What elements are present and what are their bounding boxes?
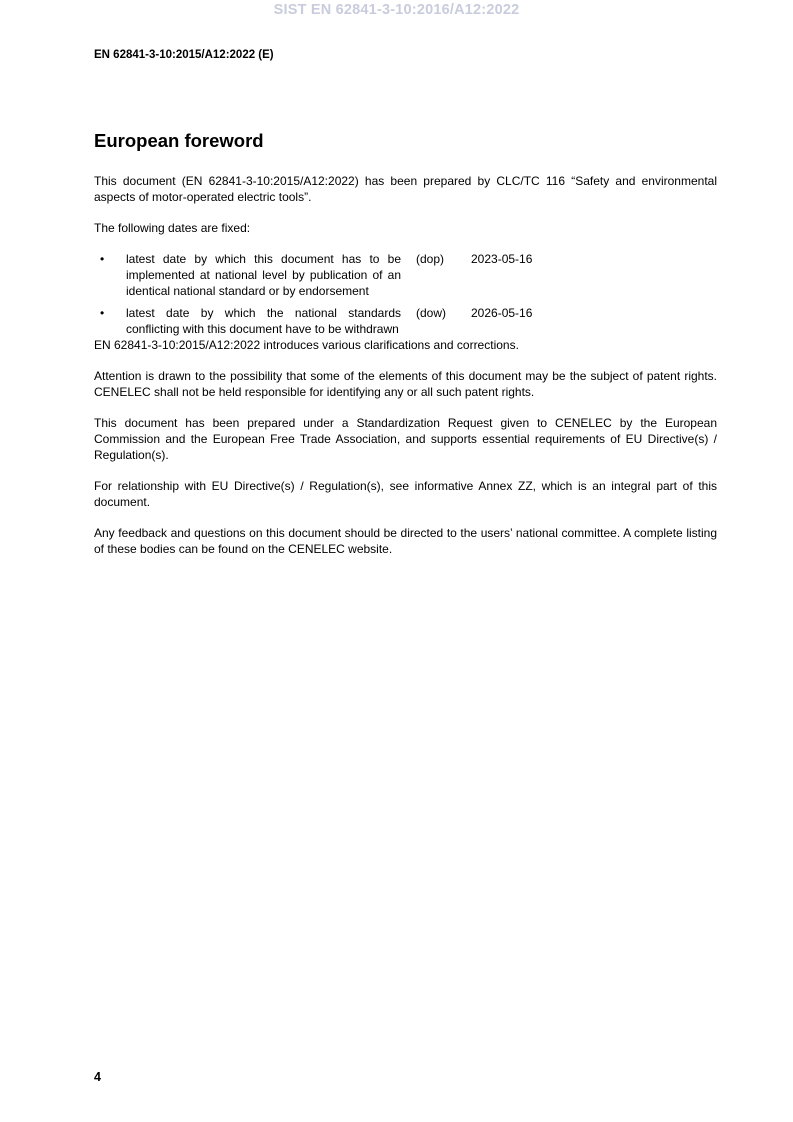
date-abbreviation: (dop) bbox=[416, 252, 445, 266]
intro-paragraph: This document (EN 62841-3-10:2015/A12:2022) has been prepared by CLC/TC 116 “Safety and environmental aspects of motor-operated electric tools”. bbox=[94, 174, 717, 204]
list-item bbox=[94, 251, 717, 299]
relationship-paragraph: For relationship with EU Directive(s) / Regulation(s), see informative Annex ZZ, which is an integral part of this document. bbox=[94, 479, 717, 509]
feedback-paragraph: Any feedback and questions on this document should be directed to the users’ national committee. A complete listing of these bodies can be found on the CENELEC website. bbox=[94, 526, 717, 556]
patent-paragraph: Attention is drawn to the possibility that some of the elements of this document may be the subject of patent rights. CENELEC shall not be held responsible for identifying any or all such patent rights. bbox=[94, 369, 717, 399]
list-item bbox=[94, 305, 717, 337]
bullet-icon: • bbox=[100, 252, 105, 266]
watermark: SIST EN 62841-3-10:2016/A12:2022 bbox=[273, 2, 520, 18]
date-description: latest date by which this document has to be implemented at national level by publication of an identical national standard or by endorsement bbox=[126, 252, 401, 298]
standardization-paragraph: This document has been prepared under a Standardization Request given to CENELEC by the European Commission and the European Free Trade Association, and supports essential requirements of EU Directive(s) / Regulation(s). bbox=[94, 416, 717, 462]
document-identifier: EN 62841-3-10:2015/A12:2022 (E) bbox=[94, 49, 274, 61]
date-abbreviation: (dow) bbox=[416, 306, 447, 320]
dates-intro-paragraph: The following dates are fixed: bbox=[94, 221, 251, 235]
dates-list bbox=[94, 251, 717, 337]
clarifications-paragraph: EN 62841-3-10:2015/A12:2022 introduces various clarifications and corrections. bbox=[94, 338, 519, 352]
page-title: European foreword bbox=[94, 130, 264, 151]
page-number: 4 bbox=[94, 1070, 101, 1084]
document-body bbox=[94, 173, 717, 572]
date-description: latest date by which the national standards conflicting with this document have to be withdrawn bbox=[126, 306, 401, 336]
date-value: 2023-05-16 bbox=[471, 252, 533, 266]
date-value: 2026-05-16 bbox=[471, 306, 533, 320]
bullet-icon: • bbox=[100, 306, 105, 320]
